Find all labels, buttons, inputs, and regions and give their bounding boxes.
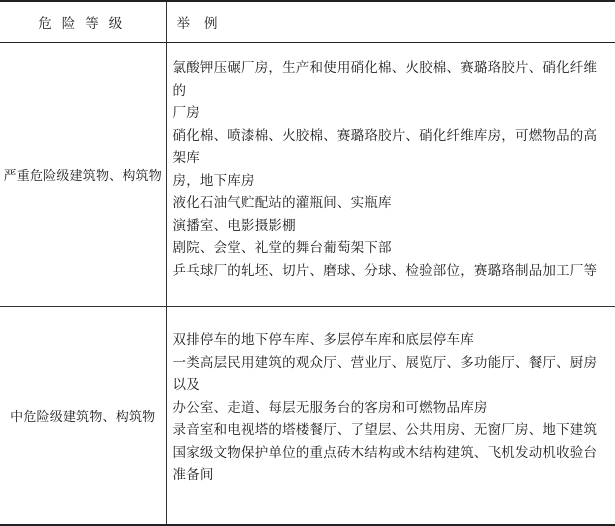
table-row-medium-hazard — [0, 307, 615, 526]
table-row-severe-hazard — [0, 43, 615, 307]
example-line: 剧院、会堂、礼堂的舞台葡萄架下部 — [172, 240, 392, 256]
hazard-level-cell: 严重危险级建筑物、构筑物 — [0, 43, 166, 307]
header-hazard-level: 危险等级 — [0, 1, 166, 43]
example-line: 乒乓球厂的轧坯、切片、磨球、分球、检验部位，赛璐珞制品加工厂等 — [172, 262, 598, 279]
example-line: 一类高层民用建筑的观众厅、营业厅、展览厅、多功能厅、餐厅、厨房以及 — [172, 354, 598, 393]
example-line: 办公室、走道、每层无服务台的客房和可燃物品库房 — [172, 399, 488, 416]
table-header-row — [0, 1, 615, 43]
hazard-level-cell: 中危险级建筑物、构筑物 — [0, 307, 166, 526]
examples-cell — [166, 307, 615, 526]
example-line: 准备间 — [172, 467, 214, 483]
example-line: 国家级文物保护单位的重点砖木结构或木结构建筑、飞机发动机收验台 — [172, 444, 598, 461]
example-line: 双排停车的地下停车库、多层停车库和底层停车库 — [172, 332, 474, 348]
example-line: 氯酸钾压碾厂房，生产和使用硝化棉、火胶棉、赛璐珞胶片、硝化纤维的 — [172, 60, 598, 99]
example-line: 硝化棉、喷漆棉、火胶棉、赛璐珞胶片、硝化纤维库房，可燃物品的高架库 — [172, 127, 598, 166]
example-line: 演播室、电影摄影棚 — [172, 217, 296, 234]
example-line: 录音室和电视塔的塔楼餐厅、了望层、公共用房、无窗厂房、地下建筑 — [172, 422, 598, 438]
example-line: 液化石油气贮配站的灌瓶间、实瓶库 — [172, 195, 392, 211]
example-line: 房，地下库房 — [172, 172, 255, 189]
example-line: 厂房 — [172, 105, 200, 121]
examples-cell — [166, 43, 615, 307]
header-examples: 举例 — [166, 1, 615, 43]
